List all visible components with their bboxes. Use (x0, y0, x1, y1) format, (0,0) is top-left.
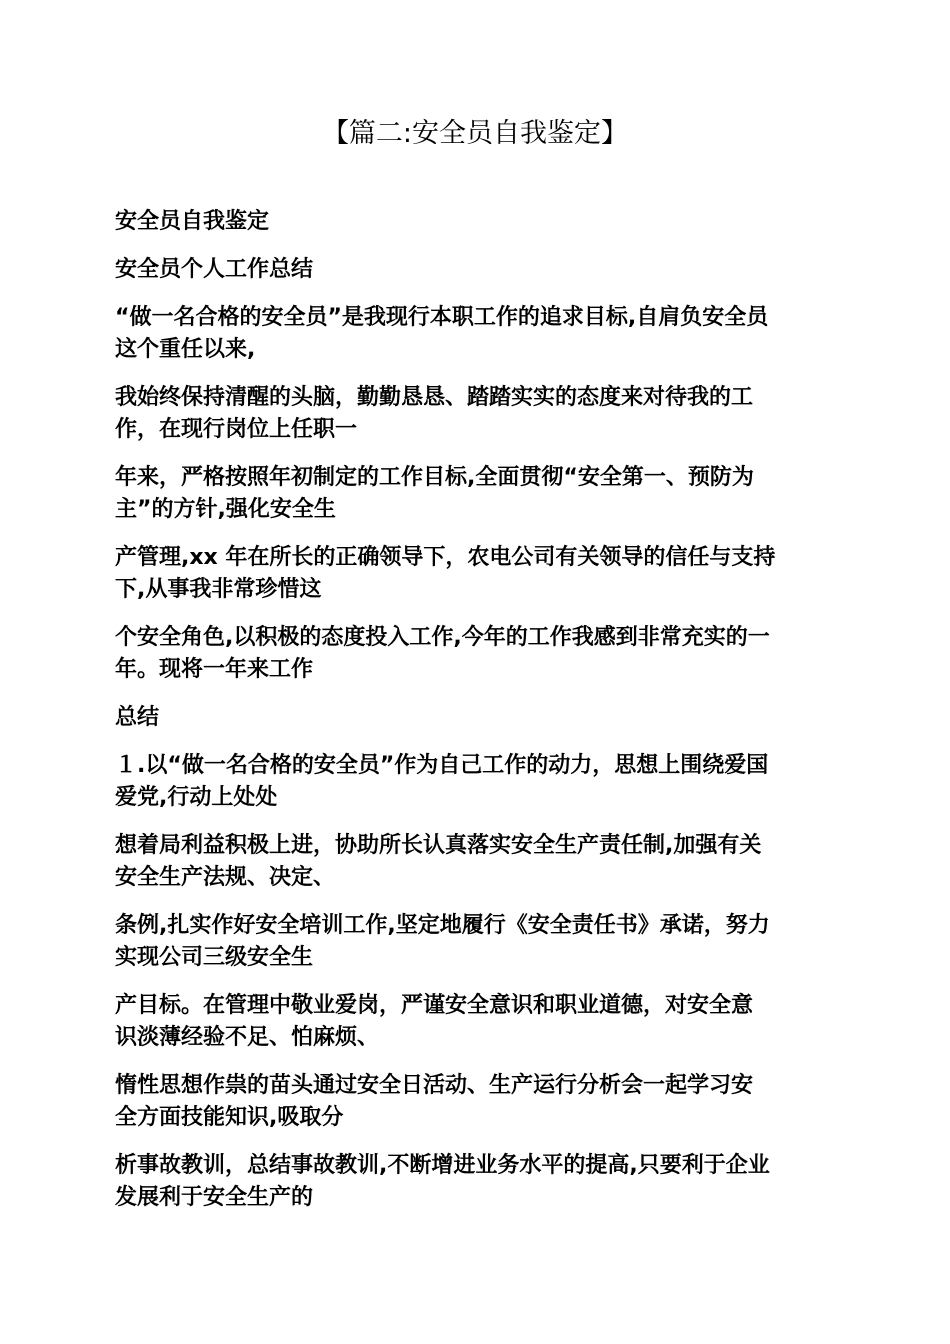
text-line: 安全员自我鉴定 (115, 209, 270, 234)
text-line: 年。现将一年来工作 (115, 657, 314, 682)
text-line: 年来，严格按照年初制定的工作目标,全面贯彻“安全第一、预防为 (115, 465, 754, 490)
text-line: 我始终保持清醒的头脑，勤勤恳恳、踏踏实实的态度来对待我的工 (115, 385, 754, 410)
text-line: 析事故教训，总结事故教训,不断增进业务水平的提高,只要利于企业 (115, 1153, 770, 1178)
text-line: 产管理,xx 年在所长的正确领导下，农电公司有关领导的信任与支持 (115, 545, 776, 570)
paragraph (115, 206, 840, 238)
text-line: 产目标。在管理中敬业爱岗，严谨安全意识和职业道德，对安全意 (115, 993, 754, 1018)
paragraph (115, 254, 840, 286)
paragraph (115, 1070, 840, 1134)
document-title: 【篇二:安全员自我鉴定】 (321, 118, 629, 149)
text-line: 作，在现行岗位上任职一 (115, 417, 358, 442)
text-line: １.以“做一名合格的安全员”作为自己工作的动力，思想上围绕爱国 (115, 753, 769, 778)
text-line: 识淡薄经验不足、怕麻烦、 (115, 1025, 380, 1050)
paragraph (115, 750, 840, 814)
paragraph (115, 542, 840, 606)
text-line: 惰性思想作祟的苗头通过安全日活动、生产运行分析会一起学习安 (115, 1073, 754, 1098)
text-line: 安全生产法规、决定、 (115, 865, 336, 890)
text-line: 全方面技能知识,吸取分 (115, 1105, 344, 1130)
text-line: 总结 (115, 705, 160, 730)
document-body (115, 206, 840, 1230)
text-line: 爱党,行动上处处 (115, 785, 278, 810)
text-line: 个安全角色,以积极的态度投入工作,今年的工作我感到非常充实的一 (115, 625, 770, 650)
paragraph (115, 622, 840, 686)
paragraph (115, 910, 840, 974)
text-line: 主”的方针,强化安全生 (115, 497, 336, 522)
paragraph (115, 1150, 840, 1214)
paragraph (115, 702, 840, 734)
text-line: 发展利于安全生产的 (115, 1185, 314, 1210)
paragraph (115, 990, 840, 1054)
text-line: 想着局利益积极上进，协助所长认真落实安全生产责任制,加强有关 (115, 833, 762, 858)
text-line: 安全员个人工作总结 (115, 257, 314, 282)
paragraph (115, 382, 840, 446)
paragraph (115, 830, 840, 894)
text-line: 条例,扎实作好安全培训工作,坚定地履行《安全责任书》承诺，努力 (115, 913, 770, 938)
text-line: 下,从事我非常珍惜这 (115, 577, 322, 602)
text-line: 这个重任以来, (115, 337, 256, 362)
paragraph (115, 302, 840, 366)
paragraph (115, 462, 840, 526)
text-line: 实现公司三级安全生 (115, 945, 314, 970)
text-line: “做一名合格的安全员”是我现行本职工作的追求目标,自肩负安全员 (115, 305, 769, 330)
